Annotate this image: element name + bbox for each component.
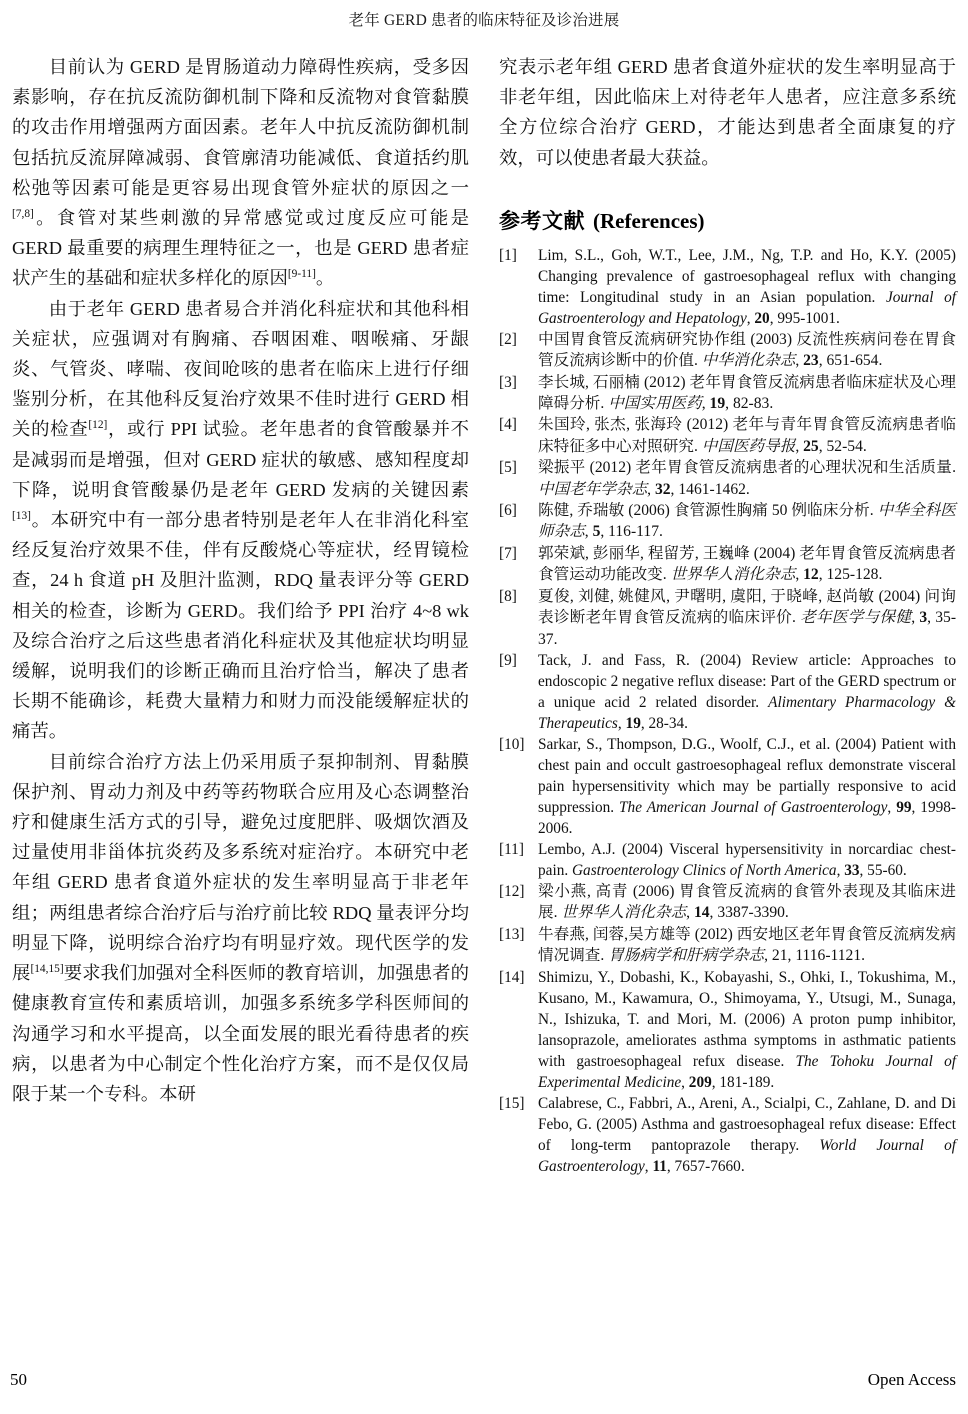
reference-authors-title: Shimizu, Y., Dobashi, K., Kobayashi, S., Ohki, I., Tokushima, M., Kusano, M., Kawamura, O., Shimoyama, Y., Utsugi, M., Sunaga, N., Ishizuka, T. and Mori, M. (2006) A proton pump inhibitor, lansoprazole, ameliorates asthma symptoms in asthmatic patients with gastroesophageal refux disease.	[538, 968, 956, 1070]
reference-item	[499, 457, 956, 500]
reference-journal: 世界华人消化杂志	[670, 566, 796, 584]
reference-list	[499, 245, 956, 1177]
reference-journal: 中国实用医药	[608, 395, 702, 413]
reference-pages: , 1461-1462.	[670, 480, 750, 498]
reference-journal: 中国老年学杂志	[538, 480, 648, 498]
reference-item	[499, 839, 956, 881]
reference-volume: 33	[844, 861, 860, 879]
reference-journal: The Tohoku Journal of Experimental Medicine	[538, 1052, 956, 1091]
reference-volume: 11	[652, 1157, 667, 1175]
reference-volume: 5	[592, 523, 601, 541]
reference-number: [12]	[499, 882, 525, 900]
reference-authors-title: Calabrese, C., Fabbri, A., Areni, A., Scialpi, C., Zahlane, D. and Di Febo, G. (2005) Asthma and gastroesophageal refux disease: Effect of long-term pantoprazole therapy.	[538, 1094, 956, 1154]
reference-number: [9]	[499, 651, 517, 669]
reference-volume: 99	[896, 798, 912, 816]
reference-journal: 中华全科医师杂志	[538, 502, 957, 541]
reference-number: [13]	[499, 925, 525, 943]
body-paragraph-2: 由于老年 GERD 患者易合并消化科症状和其他科相关症状，应强调对有胸痛、吞咽困难、咽喉痛、牙龈炎、气管炎、哮喘、夜间呛咳的患者在临床上进行仔细鉴别分析，在其他科反复治疗效果不佳时进行 GERD 相关的检查[12]，或行 PPI 试验。老年患者的食管酸暴并不是减弱而是增强，但对 GERD 症状的敏感、感知程度却下降，说明食管酸暴仍是老年 GERD 发病的关键因素[13]。本研究中有一部分患者特别是老年人在非消化科室经反复治疗效果不佳，伴有反酸烧心等症状，经胃镜检查，24 h 食道 pH 及胆汁监测，RDQ 量表评分等 GERD 相关的检查，诊断为 GERD。我们给予 PPI 治疗 4~8 wk 及综合治疗之后这些患者消化科症状及其他症状均明显缓解，说明我们的诊断正确而且治疗恰当，解决了患者长期不能确诊，耗费大量精力和财力而没能缓解症状的痛苦。	[12, 298, 469, 742]
reference-item	[499, 245, 956, 329]
reference-item	[499, 967, 956, 1093]
reference-number: [1]	[499, 246, 517, 264]
reference-volume: 19	[709, 395, 726, 413]
reference-separator: ,	[795, 437, 804, 455]
reference-pages: , 1998-2006.	[538, 798, 956, 837]
reference-authors-title: 郭荣斌, 彭丽华, 程留芳, 王巍峰 (2004) 老年胃食管反流病患者食管运动功能改变.	[538, 544, 956, 584]
reference-authors-title: 李长城, 石丽楠 (2012) 老年胃食管反流病患者临床症状及心理障碍分析.	[538, 373, 956, 413]
references-heading	[499, 207, 956, 235]
reference-separator: ,	[617, 714, 626, 732]
reference-pages: , 125-128.	[818, 566, 883, 584]
left-column	[12, 52, 469, 1177]
reference-volume: 3	[919, 609, 928, 627]
citation-marker-7-8: [7,8]	[12, 207, 34, 220]
footer-open-access-label: Open Access	[867, 1370, 956, 1389]
reference-separator: ,	[647, 480, 655, 498]
reference-journal: 胃肠病学和肝病学杂志	[608, 947, 765, 965]
reference-number: [5]	[499, 459, 517, 477]
reference-item	[499, 924, 956, 967]
reference-volume: 23	[803, 352, 819, 370]
reference-authors-title: 夏俊, 刘健, 姚健风, 尹曙明, 虞阳, 于晓峰, 赵尚敏 (2004) 问询表诊断老年胃食管反流病的临床评价.	[538, 587, 956, 627]
reference-item	[499, 1093, 956, 1177]
reference-item	[499, 500, 956, 543]
reference-journal: The American Journal of Gastroenterology	[619, 798, 888, 816]
reference-volume: 19	[625, 714, 641, 732]
reference-separator: ,	[686, 904, 694, 922]
reference-separator: ,	[911, 609, 920, 627]
citation-marker-14-15: [14,15]	[30, 962, 64, 975]
reference-separator: ,	[795, 352, 804, 370]
reference-separator: ,	[887, 798, 897, 816]
reference-pages: , 55-60.	[859, 861, 907, 879]
reference-item	[499, 734, 956, 839]
reference-authors-title: Sarkar, S., Thompson, D.G., Woolf, C.J., et al. (2004) Patient with chest pain and occult gastroesophageal reflux demonstrate visceral pain hypersensitivity which may be partially responsive to acid suppression.	[538, 735, 956, 816]
reference-authors-title: 陈健, 乔瑞敏 (2006) 食管源性胸痛 50 例临床分析.	[538, 502, 878, 520]
reference-authors-title: 梁小燕, 高青 (2006) 胃食管反流病的食管外表现及其临床进展.	[538, 882, 956, 922]
reference-pages: , 116-117.	[600, 523, 663, 541]
reference-journal: 世界华人消化杂志	[561, 904, 687, 922]
reference-number: [6]	[499, 502, 517, 520]
reference-authors-title: 牛春燕, 闰蓉,吴方雄等 (20l2) 西安地区老年胃食管反流病发病情况调查.	[538, 925, 956, 965]
reference-journal: 中国医药导报	[701, 437, 796, 455]
reference-journal: 中华消化杂志	[701, 352, 796, 370]
reference-item	[499, 543, 956, 586]
reference-separator: ,	[681, 1073, 689, 1091]
running-header-title: 老年 GERD 患者的临床特征及诊治进展	[348, 12, 620, 29]
references-heading-en: (References)	[593, 208, 705, 233]
reference-volume: 14	[693, 904, 710, 922]
reference-item	[499, 414, 956, 457]
reference-authors-title: 朱国玲, 张杰, 张海玲 (2012) 老年与青年胃食管反流病患者临床特征多中心对照研究.	[538, 416, 956, 455]
reference-separator: ,	[701, 395, 710, 413]
right-column	[499, 52, 956, 1177]
reference-authors-title: 梁振平 (2012) 老年胃食管反流病患者的心理状况和生活质量.	[538, 459, 956, 477]
reference-separator: ,	[584, 523, 593, 541]
reference-pages: , 52-54.	[818, 437, 867, 455]
reference-number: [14]	[499, 968, 525, 986]
reference-number: [4]	[499, 416, 517, 434]
references-heading-cn: 参考文献	[499, 208, 585, 233]
reference-volume: 21	[771, 947, 788, 965]
reference-authors-title: Lim, S.L., Goh, W.T., Lee, J.M., Ng, T.P. and Ho, K.Y. (2005) Changing prevalence of gastroesophageal reflux with changing time: Longitudinal study in an Asian population.	[538, 246, 956, 306]
reference-pages: , 651-654.	[818, 352, 883, 370]
reference-separator: ,	[746, 309, 755, 327]
body-paragraph-1: 目前认为 GERD 是胃肠道动力障碍性疾病，受多因素影响，存在抗反流防御机制下降和反流物对食管黏膜的攻击作用增强两方面因素。老年人中抗反流防御机制包括抗反流屏障减弱、食管廓清功能减低、食道括约肌松弛等因素可能是更容易出现食管外症状的原因之一[7,8]。食管对某些刺激的异常感觉或过度反应可能是 GERD 最重要的病理生理特征之一，也是 GERD 患者症状产生的基础和症状多样化的原因[9-11]。	[12, 57, 469, 289]
reference-separator: ,	[764, 947, 772, 965]
reference-item	[499, 881, 956, 924]
reference-number: [15]	[499, 1094, 525, 1112]
reference-volume: 209	[688, 1073, 712, 1091]
citation-marker-9-11: [9-11]	[287, 268, 316, 281]
reference-authors-title: Lembo, A.J. (2004) Visceral hypersensitivity in norcardiac chest-pain.	[538, 840, 956, 879]
reference-pages: , 995-1001.	[769, 309, 840, 327]
reference-authors-title: Tack, J. and Fass, R. (2004) Review article: Approaches to endoscopic 2 negative reflux disease: Part of the GERD spectrum or a unique acid 2 related disorder.	[538, 651, 956, 711]
reference-pages: , 35-37.	[538, 609, 957, 648]
reference-pages: , 7657-7660.	[666, 1157, 745, 1175]
reference-authors-title: 中国胃食管反流病研究协作组 (2003) 反流性疾病问卷在胃食管反流病诊断中的价值.	[538, 330, 956, 370]
reference-number: [10]	[499, 735, 525, 753]
reference-number: [3]	[499, 373, 517, 391]
reference-journal: World Journal of Gastroenterology	[538, 1136, 956, 1175]
reference-volume: 12	[803, 566, 819, 584]
reference-journal: 老年医学与保健	[800, 609, 912, 627]
body-paragraph-continuation: 究表示老年组 GERD 患者食道外症状的发生率明显高于非老年组，因此临床上对待老年人患者，应注意多系统全方位综合治疗 GERD，才能达到患者全面康复的疗效，可以使患者最大获益。	[499, 57, 956, 168]
body-paragraph-3: 目前综合治疗方法上仍采用质子泵抑制剂、胃黏膜保护剂、胃动力剂及中药等药物联合应用及心态调整治疗和健康生活方式的引导，避免过度肥胖、吸烟饮酒及过量使用非甾体抗炎药及多系统对症治疗。本研究中老年组 GERD 患者食道外症状的发生率明显高于非老年组；两组患者综合治疗后与治疗前比较 RDQ 量表评分均明显下降，说明综合治疗均有明显疗效。现代医学的发展[14,15]要求我们加强对全科医师的教育培训，加强患者的健康教育宣传和素质培训，加强多系统多学科医师间的沟通学习和水平提高，以全面发展的眼光看待患者的疾病，以患者为中心制定个性化治疗方案，而不是仅仅局限于某一个专科。本研	[12, 751, 469, 1104]
citation-marker-13: [13]	[12, 509, 31, 522]
two-column-body	[12, 52, 956, 1177]
reference-number: [11]	[499, 840, 524, 858]
citation-marker-12: [12]	[88, 419, 108, 432]
reference-item	[499, 650, 956, 734]
reference-number: [8]	[499, 587, 517, 605]
reference-volume: 25	[803, 437, 819, 455]
reference-journal: Gastroenterology Clinics of North America	[572, 861, 837, 879]
reference-journal: Journal of Gastroenterology and Hepatology	[538, 288, 956, 327]
reference-pages: , 28-34.	[640, 714, 689, 732]
reference-number: [2]	[499, 330, 517, 348]
reference-separator: ,	[644, 1157, 653, 1175]
reference-item	[499, 372, 956, 415]
reference-pages: , 1116-1121.	[787, 947, 866, 965]
reference-pages: , 3387-3390.	[709, 904, 789, 922]
reference-item	[499, 586, 956, 650]
reference-volume: 20	[754, 309, 770, 327]
reference-item	[499, 329, 956, 372]
reference-pages: , 82-83.	[725, 395, 774, 413]
reference-journal: Alimentary Pharmacology & Therapeutics	[538, 693, 956, 732]
reference-volume: 32	[654, 480, 671, 498]
reference-number: [7]	[499, 544, 517, 562]
footer-page-number: 50	[10, 1370, 27, 1389]
reference-separator: ,	[836, 861, 845, 879]
reference-separator: ,	[795, 566, 804, 584]
reference-pages: , 181-189.	[711, 1073, 775, 1091]
